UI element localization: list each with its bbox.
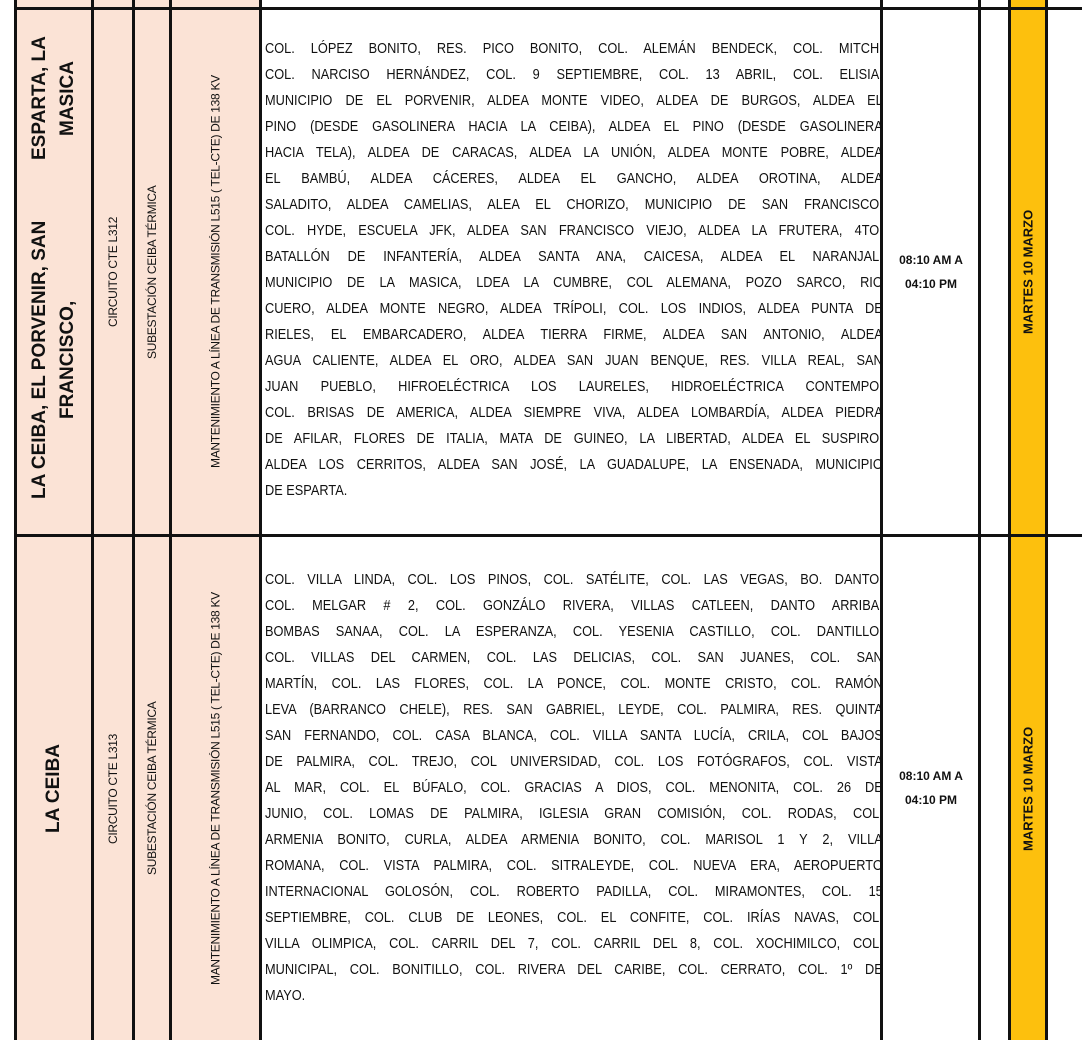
area-line: SEPTIEMBRE, COL. CLUB DE LEONES, COL. EL CONFITE, COL. IRÍAS NAVAS, COL.	[265, 910, 883, 926]
maintenance-reason: MANTENIMIENTO A LÍNEA DE TRANSMISIÓN L515 ( TEL-CTE) DE 138 KV	[208, 592, 223, 985]
zone-line: LA CEIBA	[43, 743, 64, 834]
affected-areas	[265, 567, 883, 1009]
area-line: SALADITO, ALDEA CAMELIAS, ALEA EL CHORIZO, MUNICIPIO DE SAN FRANCISCO,	[265, 197, 883, 213]
area-line: BATALLÓN DE INFANTERÍA, ALDEA SANTA ANA, CAICESA, ALDEA EL NARANJAL,	[265, 249, 883, 265]
time-start: 08:10 AM A	[899, 253, 963, 267]
area-line: MAYO.	[265, 988, 306, 1004]
area-line: DE PALMIRA, COL. TREJO, COL UNIVERSIDAD, COL. LOS FOTÓGRAFOS, COL. VISTA	[265, 754, 883, 770]
area-line: INTERNACIONAL GOLOSÓN, COL. ROBERTO PADILLA, COL. MIRAMONTES, COL. 15	[265, 884, 883, 900]
area-line: MARTÍN, COL. LAS FLORES, COL. LA PONCE, COL. MONTE CRISTO, COL. RAMÓN	[265, 676, 883, 692]
time-range	[882, 764, 980, 812]
affected-areas	[265, 36, 883, 504]
area-line: JUNIO, COL. LOMAS DE PALMIRA, IGLESIA GRAN COMISIÓN, COL. RODAS, COL.	[265, 806, 883, 822]
zone-name	[17, 537, 91, 1040]
area-line: ROMANA, COL. VISTA PALMIRA, COL. SITRALEYDE, COL. NUEVA ERA, AEROPUERTO	[265, 858, 883, 874]
area-line: COL. HYDE, ESCUELA JFK, ALDEA SAN FRANCISCO VIEJO, ALDEA LA FRUTERA, 4TO.	[265, 223, 883, 239]
area-line: VILLA OLIMPICA, COL. CARRIL DEL 7, COL. CARRIL DEL 8, COL. XOCHIMILCO, COL.	[265, 936, 883, 952]
area-line: AGUA CALIENTE, ALDEA EL ORO, ALDEA SAN JUAN BENQUE, RES. VILLA REAL, SAN	[265, 353, 883, 369]
area-line: MUNICIPIO DE LA MASICA, LDEA LA CUMBRE, COL ALEMANA, POZO SARCO, RIO	[265, 275, 883, 291]
area-line: COL. VILLAS DEL CARMEN, COL. LAS DELICIAS, COL. SAN JUANES, COL. SAN	[265, 650, 883, 666]
area-line: COL. BRISAS DE AMERICA, ALDEA SIEMPRE VIVA, ALDEA LOMBARDÍA, ALDEA PIEDRA	[265, 405, 883, 421]
column-divider	[978, 0, 981, 1040]
time-start: 08:10 AM A	[899, 769, 963, 783]
circuit: CIRCUITO CTE L313	[106, 733, 120, 844]
time-end: 04:10 PM	[904, 793, 958, 807]
area-line: LEVA (BARRANCO CHELE), RES. SAN GABRIEL, LEYDE, COL. PALMIRA, RES. QUINTA	[265, 702, 883, 718]
area-line: COL. MELGAR # 2, COL. GONZÁLO RIVERA, VILLAS CATLEEN, DANTO ARRIBA,	[265, 598, 883, 614]
date-label: MARTES 10 MARZO	[1020, 209, 1036, 335]
substation: SUBESTACIÓN CEIBA TÉRMICA	[145, 701, 159, 876]
area-line: SAN FERNANDO, COL. CASA BLANCA, COL. VILLA SANTA LUCÍA, CRILA, COL BAJOS	[265, 728, 883, 744]
area-line: PINO (DESDE GASOLINERA HACIA LA CEIBA), ALDEA EL PINO (DESDE GASOLINERA	[265, 119, 883, 135]
column-divider	[259, 0, 262, 1040]
area-line: MUNICIPIO DE EL PORVENIR, ALDEA MONTE VIDEO, ALDEA DE BURGOS, ALDEA EL	[265, 93, 883, 109]
area-line: CUERO, ALDEA MONTE NEGRO, ALDEA TRÍPOLI, COL. LOS INDIOS, ALDEA PUNTA DE	[265, 301, 883, 317]
area-line: HACIA TELA), ALDEA DE CARACAS, ALDEA LA UNIÓN, ALDEA MONTE POBRE, ALDEA	[265, 145, 883, 161]
area-line: RIELES, EL EMBARCADERO, ALDEA TIERRA FIRME, ALDEA SAN ANTONIO, ALDEA	[265, 327, 883, 343]
area-line: ARMENIA BONITO, CURLA, ALDEA ARMENIA BONITO, COL. MARISOL 1 Y 2, VILLA	[265, 832, 883, 848]
area-line: AL MAR, COL. EL BÚFALO, COL. GRACIAS A DIOS, COL. MENONITA, COL. 26 DE	[265, 780, 883, 796]
area-line: COL. VILLA LINDA, COL. LOS PINOS, COL. SATÉLITE, COL. LAS VEGAS, BO. DANTO,	[265, 572, 883, 588]
column-divider	[1045, 0, 1048, 1040]
area-line: COL. LÓPEZ BONITO, RES. PICO BONITO, COL. ALEMÁN BENDECK, COL. MITCH,	[265, 41, 883, 57]
zone-name	[17, 10, 91, 534]
substation: SUBESTACIÓN CEIBA TÉRMICA	[145, 185, 159, 359]
maintenance-reason: MANTENIMIENTO A LÍNEA DE TRANSMISIÓN L515 ( TEL-CTE) DE 138 KV	[208, 75, 223, 469]
area-line: EL BAMBÚ, ALDEA CÁCERES, ALDEA EL GANCHO, ALDEA OROTINA, ALDEA	[265, 171, 883, 187]
zone-line: LA CEIBA, EL PORVENIR, SAN FRANCISCO,	[29, 220, 78, 500]
zone-line: ESPARTA, LA MASICA	[29, 36, 78, 160]
area-line: ALDEA LOS CERRITOS, ALDEA SAN JOSÉ, LA GUADALUPE, LA ENSENADA, MUNICIPIO	[265, 457, 883, 473]
time-end: 04:10 PM	[904, 277, 958, 291]
area-line: JUAN PUEBLO, HIFROELÉCTRICA LOS LAURELES, HIDROELÉCTRICA CONTEMPO,	[265, 379, 883, 395]
circuit: CIRCUITO CTE L312	[106, 216, 120, 328]
area-line: BOMBAS SANAA, COL. LA ESPERANZA, COL. YESENIA CASTILLO, COL. DANTILLO,	[265, 624, 883, 640]
date-label: MARTES 10 MARZO	[1020, 726, 1036, 851]
area-line: DE AFILAR, FLORES DE ITALIA, MATA DE GUINEO, LA LIBERTAD, ALDEA EL SUSPIRO,	[265, 431, 883, 447]
time-range	[882, 248, 980, 296]
area-line: MUNICIPAL, COL. BONITILLO, COL. RIVERA DEL CARIBE, COL. CERRATO, COL. 1º DE	[265, 962, 883, 978]
area-line: COL. NARCISO HERNÁNDEZ, COL. 9 SEPTIEMBRE, COL. 13 ABRIL, COL. ELISIA,	[265, 67, 883, 83]
area-line: DE ESPARTA.	[265, 483, 348, 499]
